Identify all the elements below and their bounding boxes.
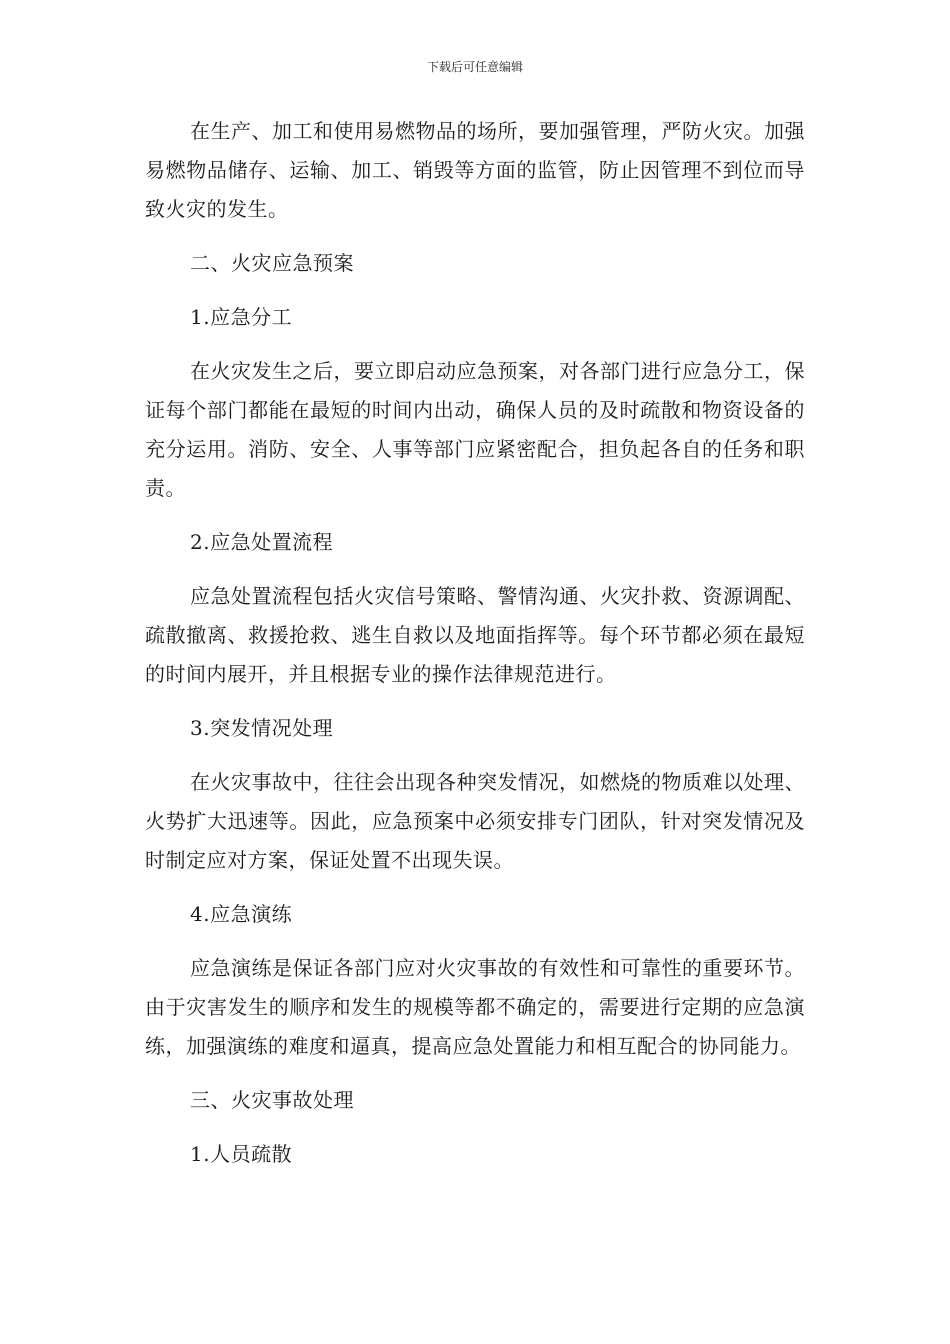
paragraph-emergency-drill: 应急演练是保证各部门应对火灾事故的有效性和可靠性的重要环节。由于灾害发生的顺序和发生的规模等都不确定的，需要进行定期的应急演练，加强演练的难度和逼真，提高应急处置能力和相互配合的协同能力。 [145,956,805,1058]
download-edit-note: 下载后可任意编辑 [426,60,523,74]
subheading-personnel-evacuation: 1.人员疏散 [190,1142,293,1166]
paragraph-unexpected-situations: 在火灾事故中，往往会出现各种突发情况，如燃烧的物质难以处理、火势扩大迅速等。因此，应急预案中必须安排专门团队，针对突发情况及时制定应对方案，保证处置不出现失误。 [145,770,805,872]
section-heading-emergency-plan: 二、火灾应急预案 [190,251,354,275]
subheading-emergency-drill: 4.应急演练 [190,902,293,926]
document-body [145,112,805,1174]
subheading-unexpected-situations: 3.突发情况处理 [190,716,334,740]
section-heading-fire-accident-handling: 三、火灾事故处理 [190,1088,354,1112]
paragraph-emergency-process: 应急处置流程包括火灾信号策略、警情沟通、火灾扑救、资源调配、疏散撤离、救援抢救、逃生自救以及地面指挥等。每个环节都必须在最短的时间内展开，并且根据专业的操作法律规范进行。 [145,584,805,686]
subheading-emergency-process: 2.应急处置流程 [190,530,334,554]
subheading-emergency-division: 1.应急分工 [190,305,293,329]
paragraph-emergency-division: 在火灾发生之后，要立即启动应急预案，对各部门进行应急分工，保证每个部门都能在最短的时间内出动，确保人员的及时疏散和物资设备的充分运用。消防、安全、人事等部门应紧密配合，担负起各自的任务和职责。 [145,359,805,500]
paragraph-flammable-management: 在生产、加工和使用易燃物品的场所，要加强管理，严防火灾。加强易燃物品储存、运输、加工、销毁等方面的监管，防止因管理不到位而导致火灾的发生。 [145,119,805,221]
